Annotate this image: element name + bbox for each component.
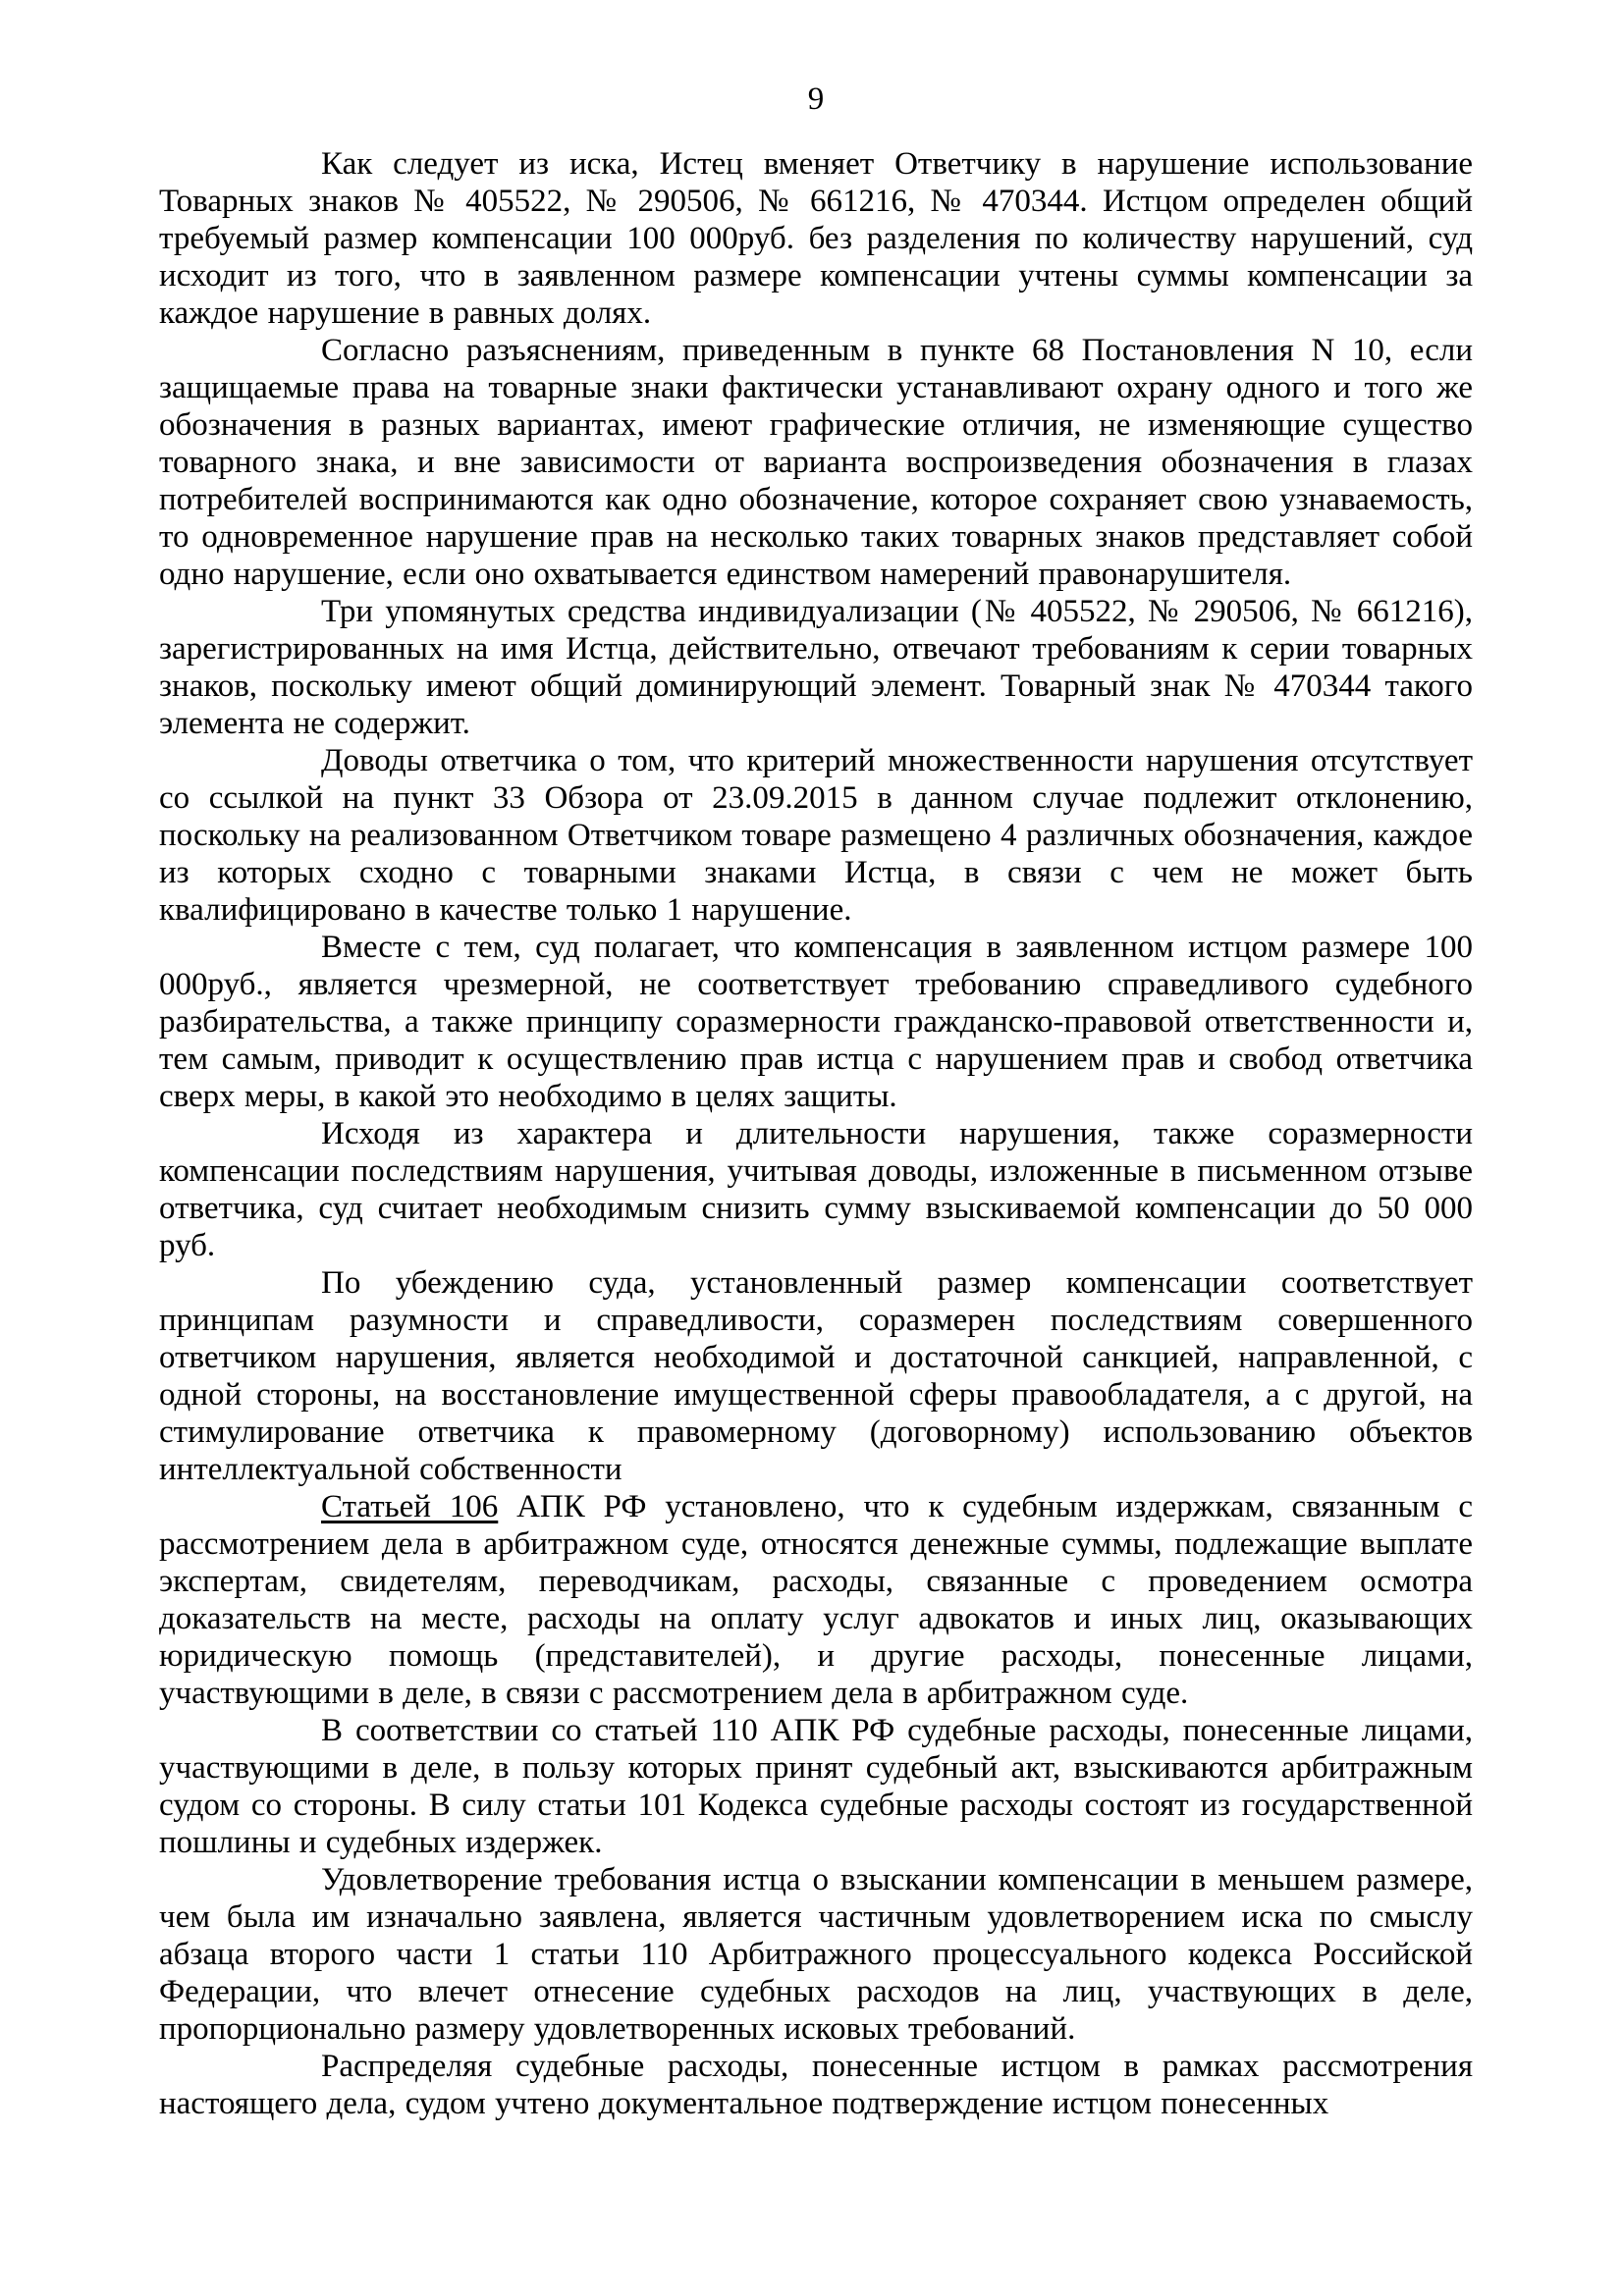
paragraph: Исходя из характера и длительности нарушения, также соразмерности компенсации последствиям нарушения, учитывая доводы, изложенные в письменном отзыве ответчика, суд считает необходимым снизить сумму взыскиваемой компенсации до 50 000 руб. — [159, 1116, 1473, 1263]
paragraph: По убеждению суда, установленный размер компенсации соответствует принципам разумности и справедливости, соразмерен последствиям совершенного ответчиком нарушения, является необходимой и достаточной санкцией, направленной, с одной стороны, на восстановление имущественной сферы правообладателя, а с другой, на стимулирование ответчика к правомерному (договорному) использованию объектов интеллектуальной собственности — [159, 1265, 1473, 1487]
paragraph: В соответствии со статьей 110 АПК РФ судебные расходы, понесенные лицами, участвующими в деле, в пользу которых принят судебный акт, взыскиваются арбитражным судом со стороны. В силу статьи 101 Кодекса судебные расходы состоят из государственной пошлины и судебных издержек. — [159, 1713, 1473, 1860]
paragraph: Вместе с тем, суд полагает, что компенсация в заявленном истцом размере 100 000руб., является чрезмерной, не соответствует требованию справедливого судебного разбирательства, а также принципу соразмерности гражданско-правовой ответственности и, тем самым, приводит к осуществлению прав истца с нарушением прав и свобод ответчика сверх меры, в какой это необходимо в целях защиты. — [159, 930, 1473, 1114]
document-body — [159, 145, 1473, 2122]
paragraph-text: АПК РФ установлено, что к судебным издержкам, связанным с рассмотрением дела в арбитражном суде, относятся денежные суммы, подлежащие выплате экспертам, свидетелям, переводчикам, расходы, связанные с проведением осмотра доказательств на месте, расходы на оплату услуг адвокатов и иных лиц, оказывающих юридическую помощь (представителей), и другие расходы, понесенные лицами, участвующими в деле, в связи с рассмотрением дела в арбитражном суде. — [159, 1489, 1473, 1711]
paragraph: Доводы ответчика о том, что критерий множественности нарушения отсутствует со ссылкой на пункт 33 Обзора от 23.09.2015 в данном случае подлежит отклонению, поскольку на реализованном Ответчиком товаре размещено 4 различных обозначения, каждое из которых сходно с товарными знаками Истца, в связи с чем не может быть квалифицировано в качестве только 1 нарушение. — [159, 743, 1473, 928]
statute-reference-underlined: Статьей 106 — [321, 1489, 499, 1524]
paragraph: Как следует из иска, Истец вменяет Ответчику в нарушение использование Товарных знаков № 405522, № 290506, № 661216, № 470344. Истцом определен общий требуемый размер компенсации 100 000руб. без разделения по количеству нарушений, суд исходит из того, что в заявленном размере компенсации учтены суммы компенсации за каждое нарушение в равных долях. — [159, 146, 1473, 331]
paragraph: Распределяя судебные расходы, понесенные истцом в рамках рассмотрения настоящего дела, судом учтено документальное подтверждение истцом понесенных — [159, 2049, 1473, 2121]
paragraph: Три упомянутых средства индивидуализации (№ 405522, № 290506, № 661216), зарегистрированных на имя Истца, действительно, отвечают требованиям к серии товарных знаков, поскольку имеют общий доминирующий элемент. Товарный знак № 470344 такого элемента не содержит. — [159, 594, 1473, 741]
paragraph: Согласно разъяснениям, приведенным в пункте 68 Постановления N 10, если защищаемые права на товарные знаки фактически устанавливают охрану одного и того же обозначения в разных вариантах, имеют графические отличия, не изменяющие существо товарного знака, и вне зависимости от варианта воспроизведения обозначения в глазах потребителей воспринимаются как одно обозначение, которое сохраняет свою узнаваемость, то одновременное нарушение прав на несколько таких товарных знаков представляет собой одно нарушение, если оно охватывается единством намерений правонарушителя. — [159, 333, 1473, 592]
paragraph: Удовлетворение требования истца о взыскании компенсации в меньшем размере, чем была им изначально заявлена, является частичным удовлетворением иска по смыслу абзаца второго части 1 статьи 110 Арбитражного процессуального кодекса Российской Федерации, что влечет отнесение судебных расходов на лиц, участвующих в деле, пропорционально размеру удовлетворенных исковых требований. — [159, 1862, 1473, 2047]
page-number: 9 — [807, 81, 825, 117]
paragraph — [159, 1488, 1473, 1712]
